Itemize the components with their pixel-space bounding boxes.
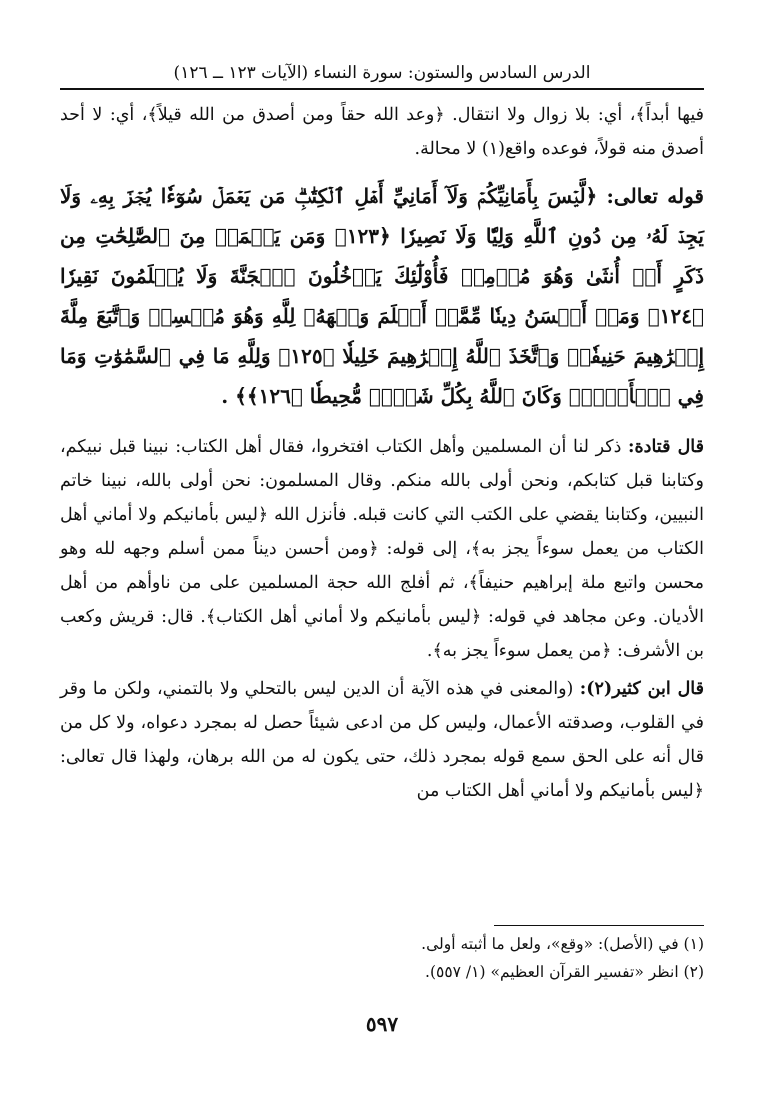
page (60, 62, 705, 1036)
qatada-text: ذكر لنا أن المسلمين وأهل الكتاب افتخروا، فقال أهل الكتاب: نبينا قبل نبيكم، وكتابنا قبل كتابكم، ونحن أولى بالله منكم. وقال المسلمون: نحن أولى بالله، نبينا خاتم النبيين، وكتابنا يقضي على الكتب التي كانت قبله. فأنزل الله ﴿ليس بأمانيكم ولا أماني أهل الكتاب من يعمل سوءاً يجز به﴾، إلى قوله: ﴿ومن أحسن ديناً ممن أسلم وجهه لله وهو محسن واتبع ملة إبراهيم حنيفاً﴾، ثم أفلج الله حجة المسلمين على من ناوأهم من أهل الأديان. وعن مجاهد في قوله: ﴿ليس بأمانيكم ولا أماني أهل الكتاب﴾. قال: قريش وكعب بن الأشرف: ﴿من يعمل سوءاً يجز به﴾. (60, 437, 704, 661)
ibn-kathir-text: (والمعنى في هذه الآية أن الدين ليس بالتحلي ولا بالتمني، ولكن ما وقر في القلوب، وصدقته الأعمال، وليس كل من ادعى شيئاً حصل له بمجرد دعواه، ولا كل من قال أنه على الحق سمع قوله بمجرد ذلك، حتى يكون له من الله برهان، ولهذا قال تعالى: ﴿ليس بأمانيكم ولا أماني أهل الكتاب من (60, 679, 704, 801)
ibn-kathir-paragraph (60, 672, 704, 808)
qatada-lead: قال قتادة: (628, 437, 705, 457)
quran-verse-block (60, 176, 704, 416)
page-number: ٥٩٧ (365, 1012, 399, 1036)
verse-lead: قوله تعالى: (606, 184, 704, 208)
verse-text: ﴿لَّيۡسَ بِأَمَانِيِّكُمۡ وَلَآ أَمَانِيِّ أَهۡلِ ٱلۡكِتَٰبِۗ مَن يَعۡمَلۡ سُوٓءٗا يُجۡزَ بِهِۦ وَلَا يَجِدۡ لَهُۥ مِن دُونِ ٱللَّهِ وَلِيّٗا وَلَا نَصِيرٗا ﴿١٢٣﴾ وَمَن يَعۡمَلۡ مِنَ ٱلصَّٰلِحَٰتِ مِن ذَكَرٍ أَوۡ أُنثَىٰ وَهُوَ مُؤۡمِنٞ فَأُوْلَٰٓئِكَ يَدۡخُلُونَ ٱلۡجَنَّةَ وَلَا يُظۡلَمُونَ نَقِيرٗا ﴿١٢٤﴾ وَمَنۡ أَحۡسَنُ دِينٗا مِّمَّنۡ أَسۡلَمَ وَجۡهَهُۥ لِلَّهِ وَهُوَ مُحۡسِنٞ وَٱتَّبَعَ مِلَّةَ إِبۡرَٰهِيمَ حَنِيفٗاۗ وَٱتَّخَذَ ٱللَّهُ إِبۡرَٰهِيمَ خَلِيلٗا ﴿١٢٥﴾ وَلِلَّهِ مَا فِي ٱلسَّمَٰوَٰتِ وَمَا فِي ٱلۡأَرۡضِۚ وَكَانَ ٱللَّهُ بِكُلِّ شَيۡءٖ مُّحِيطٗا ﴿١٢٦﴾﴾ . (60, 184, 704, 408)
running-header: الدرس السادس والستون: سورة النساء (الآيات ١٢٣ ــ ١٢٦) (60, 62, 704, 90)
footnotes (60, 925, 704, 986)
ibn-kathir-lead: قال ابن كثير(٢): (579, 679, 704, 699)
footnote-2: (٢) انظر «تفسير القرآن العظيم» (١/ ٥٥٧). (425, 963, 704, 981)
footnote-divider (494, 925, 704, 926)
intro-paragraph: فيها أبداً﴾، أي: بلا زوال ولا انتقال. ﴿وعد الله حقاً ومن أصدق من الله قيلاً﴾، أي: لا أحد أصدق منه قولاً، فوعده واقع(١) لا محالة. (60, 105, 704, 159)
qatada-paragraph (60, 430, 704, 668)
footnote-1: (١) في (الأصل): «وقع»، ولعل ما أثبته أولى. (421, 935, 704, 953)
